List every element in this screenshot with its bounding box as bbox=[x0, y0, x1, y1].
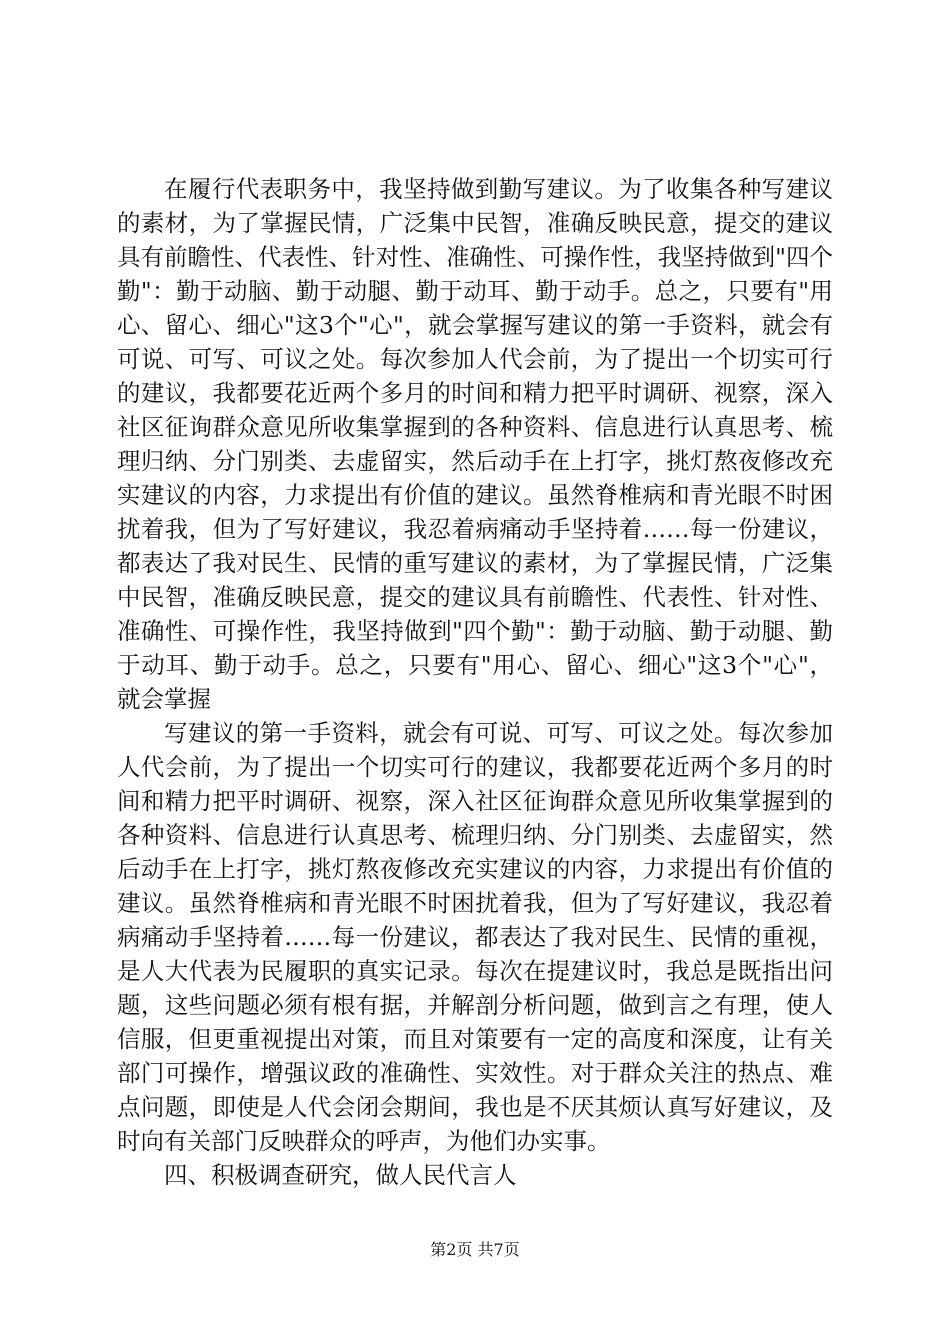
section-heading: 四、积极调查研究，做人民代言人 bbox=[164, 1161, 517, 1189]
document-body bbox=[117, 172, 833, 1192]
paragraph-2: 写建议的第一手资料，就会有可说、可写、可议之处。每次参加人代会前，为了提出一个切实可行的建议，我都要花近两个多月的时间和精力把平时调研、视察，深入社区征询群众意见所收集掌握到的各种资料、信息进行认真思考、梳理归纳、分门别类、去虚留实，然后动手在上打字，挑灯熬夜修改充实建议的内容，力求提出有价值的建议。虽然脊椎病和青光眼不时困扰着我，但为了写好建议，我忍着病痛动手坚持着……每一份建议，都表达了我对民生、民情的重视，是人大代表为民履职的真实记录。每次在提建议时，我总是既指出问题，这些问题必须有根有据，并解剖分析问题，做到言之有理，使人信服，但更重视提出对策，而且对策要有一定的高度和深度，让有关部门可操作，增强议政的准确性、实效性。对于群众关注的热点、难点问题，即使是人代会闭会期间，我也是不厌其烦认真写好建议，及时向有关部门反映群众的呼声，为他们办实事。 bbox=[117, 719, 833, 1155]
paragraph-1: 在履行代表职务中，我坚持做到勤写建议。为了收集各种写建议的素材，为了掌握民情，广泛集中民智，准确反映民意，提交的建议具有前瞻性、代表性、针对性、准确性、可操作性，我坚持做到"四个勤"：勤于动脑、勤于动腿、勤于动耳、勤于动手。总之，只要有"用心、留心、细心"这3个"心"，就会掌握写建议的第一手资料，就会有可说、可写、可议之处。每次参加人代会前，为了提出一个切实可行的建议，我都要花近两个多月的时间和精力把平时调研、视察，深入社区征询群众意见所收集掌握到的各种资料、信息进行认真思考、梳理归纳、分门别类、去虚留实，然后动手在上打字，挑灯熬夜修改充实建议的内容，力求提出有价值的建议。虽然脊椎病和青光眼不时困扰着我，但为了写好建议，我忍着病痛动手坚持着……每一份建议，都表达了我对民生、民情的重写建议的素材，为了掌握民情，广泛集中民智，准确反映民意，提交的建议具有前瞻性、代表性、针对性、准确性、可操作性，我坚持做到"四个勤"：勤于动脑、勤于动腿、勤于动耳、勤于动手。总之，只要有"用心、留心、细心"这3个"心"，就会掌握 bbox=[117, 175, 833, 713]
page-footer: 第2页 共7页 bbox=[430, 1240, 520, 1259]
